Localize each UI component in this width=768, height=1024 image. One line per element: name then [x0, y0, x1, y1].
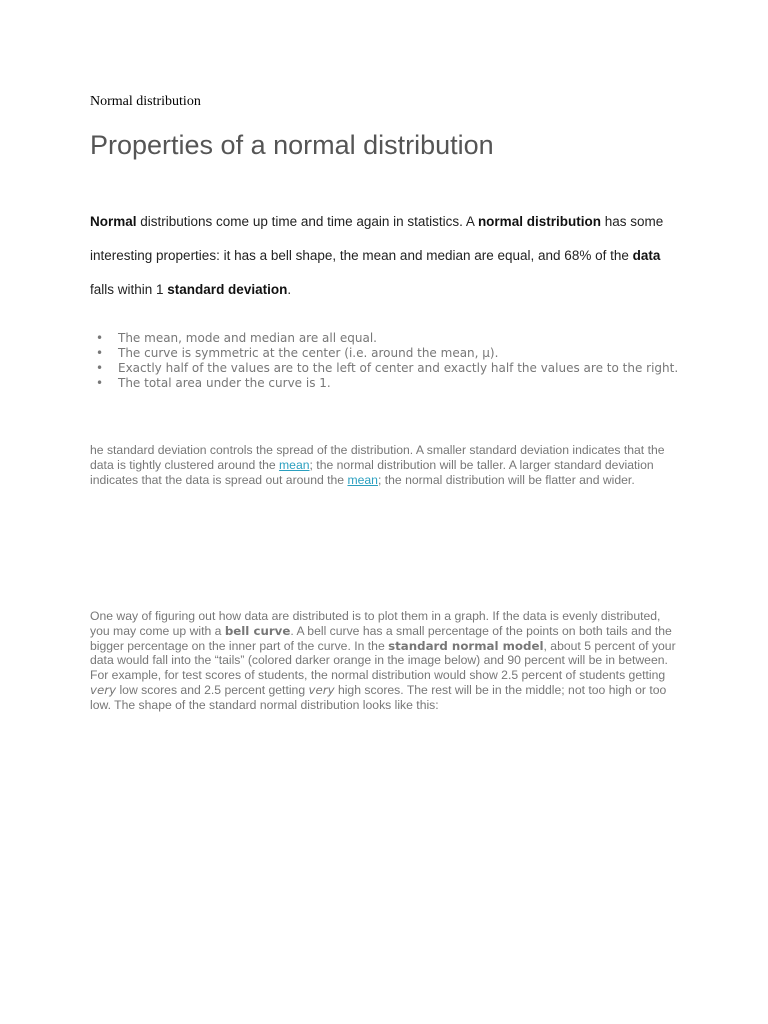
sd-text-2: ; the normal distribution will be taller. A larger standard deviation indicates that the data is spread out around the	[90, 457, 654, 487]
intro-data-bold: data	[632, 248, 661, 263]
bell-text-4: low scores and 2.5 percent getting	[116, 682, 309, 697]
list-item: • The total area under the curve is 1.	[118, 376, 680, 391]
intro-text-3: falls within 1	[90, 282, 168, 297]
standard-deviation-paragraph	[90, 443, 680, 487]
sd-text-1: he standard deviation controls the spread of the distribution. A smaller standard deviation indicates that the data is tightly clustered around the	[90, 443, 665, 472]
intro-normal-bold: Normal	[90, 214, 137, 229]
list-item: • The mean, mode and median are all equal.	[118, 331, 680, 346]
very-emphasis: very	[90, 682, 117, 697]
bell-text-2: . A bell curve has a small percentage of the points on both tails and the bigger percentage on the inner part of the curve. In the	[90, 623, 672, 653]
intro-text-1: distributions come up time and time again in statistics. A	[136, 214, 478, 229]
bell-text-1: One way of figuring out how data are distributed is to plot them in a graph. If the data is evenly distributed, you may come up with a	[90, 609, 661, 638]
bell-text-3: , about 5 percent of your data would fall into the “tails” (colored darker orange in the image below) and 90 percent will be in between. For example, for test scores of students, the normal distribution would show 2.5 percent of students getting	[90, 638, 676, 683]
properties-list	[90, 331, 680, 391]
intro-paragraph	[90, 205, 680, 307]
document-label: Normal distribution	[90, 94, 201, 109]
intro-normal-distribution-bold: normal distribution	[477, 214, 601, 229]
sd-text-3: ; the normal distribution will be flatter and wider.	[377, 472, 635, 487]
intro-standard-deviation-bold: standard deviation	[167, 282, 288, 297]
list-item: • The curve is symmetric at the center (i.e. around the mean, μ).	[118, 346, 680, 361]
intro-text-2: has some interesting properties: it has a bell shape, the mean and median are equal, and 68% of the	[90, 214, 664, 263]
standard-normal-model-bold: standard normal model	[388, 638, 544, 653]
intro-text-4: .	[287, 282, 292, 297]
mean-link[interactable]: mean	[279, 457, 310, 472]
bell-text-5: high scores. The rest will be in the middle; not too high or too low. The shape of the standard normal distribution looks like this:	[90, 682, 667, 712]
bell-curve-paragraph	[90, 609, 680, 713]
mean-link[interactable]: mean	[347, 472, 378, 487]
list-item: • Exactly half of the values are to the left of center and exactly half the values are to the right.	[118, 361, 680, 376]
page-title: Properties of a normal distribution	[90, 130, 494, 160]
bell-curve-bold: bell curve	[224, 623, 291, 638]
very-emphasis: very	[308, 682, 335, 697]
